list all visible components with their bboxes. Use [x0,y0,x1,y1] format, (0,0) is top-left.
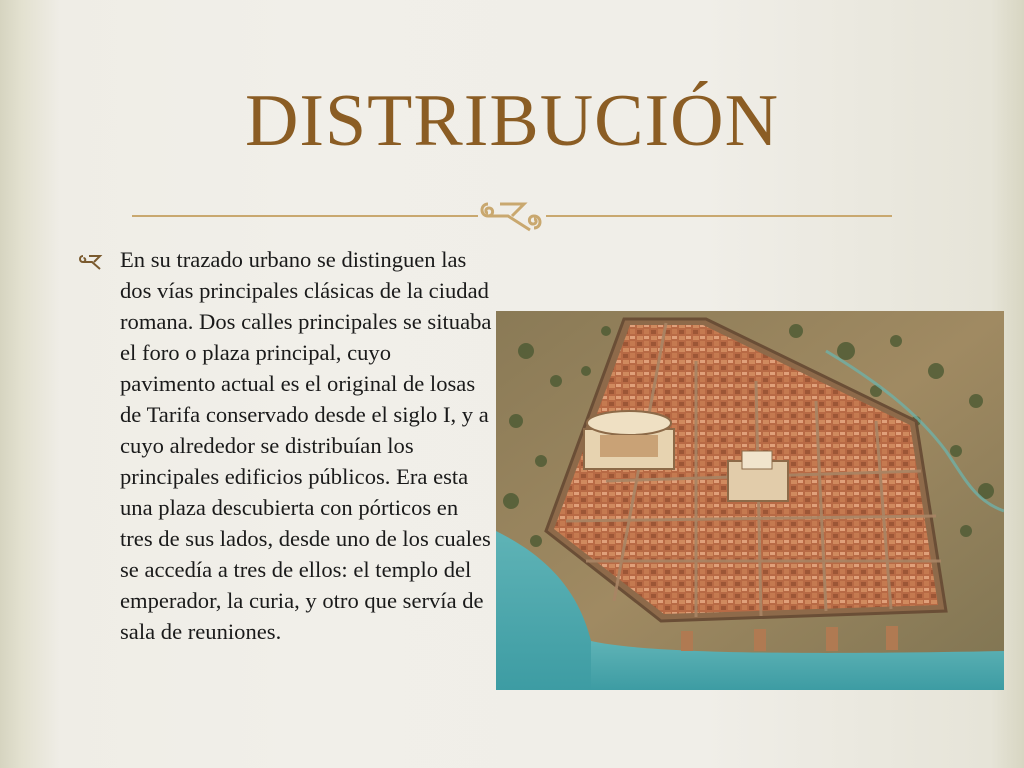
roman-city-model-photo [496,311,1004,690]
title-divider-right [546,215,892,217]
title-divider-left [132,215,478,217]
slide-title: DISTRIBUCIÓN [244,80,780,162]
bullet-paragraph: En su trazado urbano se distinguen las dos vías principales clásicas de la ciudad romana. Dos calles principales se situaba el foro o plaza principal, cuyo pavimento actual es el original de losas de Tarifa conservado desde el siglo I, y a cuyo alrededor se distribuían los principales edificios públicos. Era esta una plaza descubierta con pórticos en tres de sus lados, desde uno de los cuales se accedía a tres de ellos: el templo del emperador, la curia, y otro que servía de sala de reuniones. [120,247,492,644]
curl-bullet-icon [78,252,104,272]
scroll-ornament-icon [478,196,546,236]
